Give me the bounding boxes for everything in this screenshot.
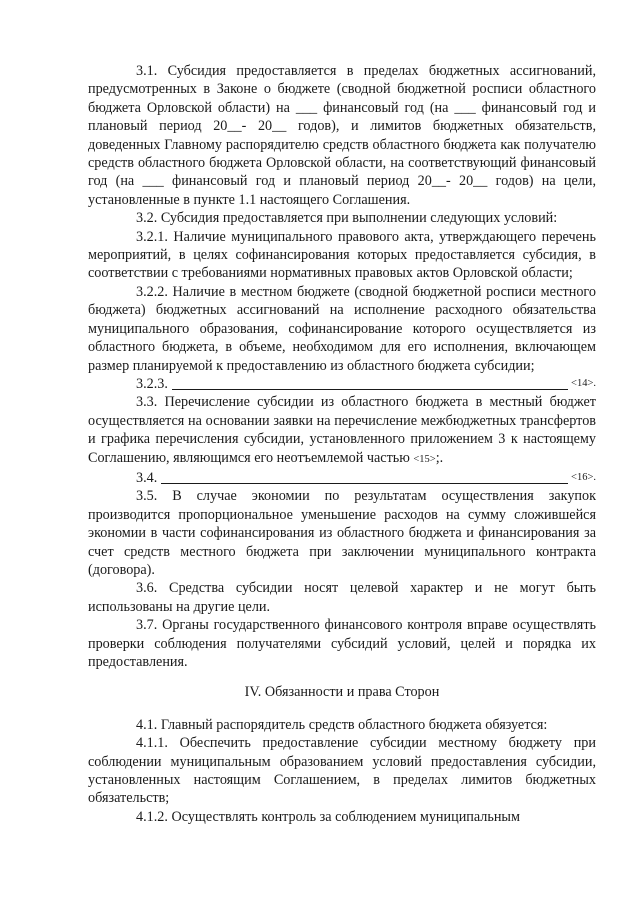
paragraph-3-2-3 (88, 375, 596, 393)
paragraph-3-3-tail: ;. (435, 449, 444, 466)
paragraph-3-3 (88, 393, 596, 469)
document-body (88, 62, 596, 826)
paragraph-3-5: 3.5. В случае экономии по результатам осуществления закупок производится пропорциональное уменьшение расходов на сумму сложившейся экономии в части софинансирования из областного бюджета и финансирования за счет средств местного бюджета при заключении муниципального контракта (договора). (88, 488, 596, 578)
paragraph-3-2: 3.2. Субсидия предоставляется при выполнении следующих условий: (136, 210, 558, 227)
paragraph-3-6: 3.6. Средства субсидии носят целевой характер и не могут быть использованы на другие цели. (88, 580, 596, 615)
footnote-ref-15: <15> (413, 453, 436, 465)
footnote-ref-16: <16>. (571, 471, 596, 483)
paragraph-3-1: 3.1. Субсидия предоставляется в пределах бюджетных ассигнований, предусмотренных в Законе о бюджете (сводной бюджетной росписи областного бюджета Орловской области) на ___ финансовый год (на ___ финансовый год и плановый период 20__- 20__ годов), и лимитов бюджетных обязательств, доведенных Главному распорядителю средств областного бюджета как получателю средств областного бюджета Орловской области, на соответствующий финансовый год (на ___ финансовый год и плановый период 20__- 20__ годов) на цели, установленные в пункте 1.1 настоящего Соглашения. (88, 63, 596, 208)
paragraph-4-1-1: 4.1.1. Обеспечить предоставление субсидии местному бюджету при соблюдении муниципальным образованием условий предоставления субсидии, установленных настоящим Соглашением, в пределах лимитов бюджетных обязательств; (88, 735, 596, 807)
paragraph-4-1: 4.1. Главный распорядитель средств областного бюджета обязуется: (136, 716, 548, 733)
paragraph-3-4-number: 3.4. (136, 469, 158, 486)
paragraph-3-2-3-number: 3.2.3. (136, 375, 168, 392)
paragraph-4-1-2: 4.1.2. Осуществлять контроль за соблюдением муниципальным (136, 808, 520, 825)
paragraph-3-2-1: 3.2.1. Наличие муниципального правового акта, утверждающего перечень мероприятий, в целях софинансирования которых предоставляется субсидия, в соответствии с требованиями нормативных правовых актов Орловской области; (88, 228, 596, 282)
section-heading-iv: IV. Обязанности и права Сторон (244, 684, 440, 701)
fill-in-line (161, 470, 568, 484)
paragraph-3-7: 3.7. Органы государственного финансового контроля вправе осуществлять проверки соблюдения получателями субсидий условий, целей и порядка их предоставления. (88, 617, 596, 670)
paragraph-3-2-2: 3.2.2. Наличие в местном бюджете (сводной бюджетной росписи местного бюджета) бюджетных ассигнований на исполнение расходного обязательства муниципального образования, софинансирование которого осуществляется из областного бюджета, в объеме, необходимом для его исполнения, включающем размер планируемой к предоставлению из областного бюджета субсидии; (88, 283, 596, 374)
footnote-ref-14: <14>. (571, 377, 596, 389)
paragraph-3-3-text: 3.3. Перечисление субсидии из областного бюджета в местный бюджет осуществляется на основании заявки на перечисление межбюджетных трансфертов и графика перечисления субсидии, установленного приложением 3 к настоящему Соглашению, являющимся его неотъемлемой частью (88, 394, 596, 466)
fill-in-line (172, 376, 568, 390)
paragraph-3-4 (88, 469, 596, 487)
